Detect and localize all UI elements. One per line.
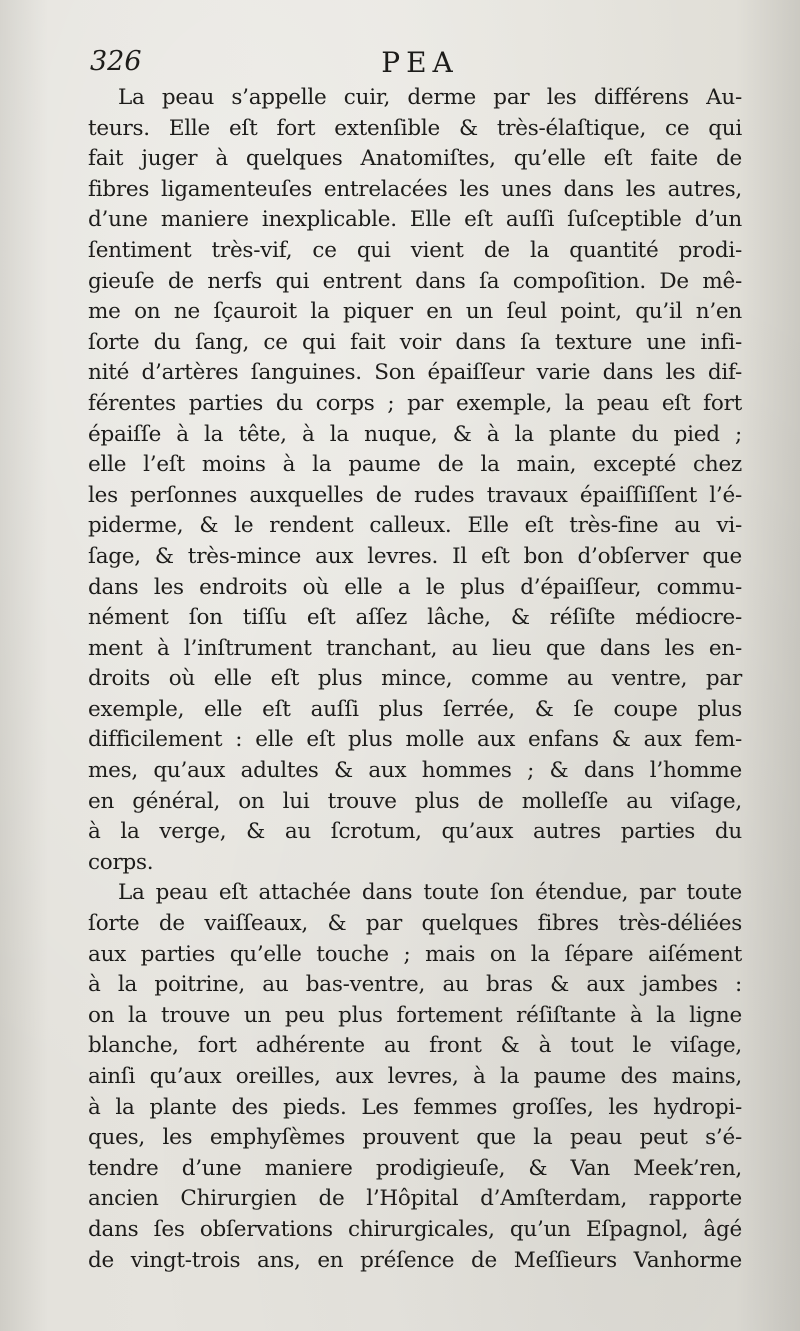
text-line: tendre d’une maniere prodigieuſe, & Van Meek’ren, [88, 1155, 742, 1181]
text-line: épaiſſe à la tête, à la nuque, & à la plante du pied ; [88, 421, 742, 447]
text-line: ques, les emphyſèmes prouvent que la peau peut s’é- [88, 1125, 742, 1151]
text-line: ſage, & très-mince aux levres. Il eſt bon d’obſerver que [88, 543, 742, 569]
text-line: exemple, elle eſt auſſi plus ſerrée, & ſe coupe plus [88, 696, 742, 722]
text-line: La peau s’appelle cuir, derme par les différens Au- [118, 85, 742, 110]
text-line: dans ſes obſervations chirurgicales, qu’un Eſpagnol, âgé [88, 1216, 742, 1242]
text-line: férentes parties du corps ; par exemple, la peau eſt fort [88, 390, 742, 416]
text-line: mes, qu’aux adultes & aux hommes ; & dans l’homme [88, 758, 742, 784]
page-number: 326 [90, 46, 142, 77]
text-line: blanche, fort adhérente au front & à tout le viſage, [88, 1033, 742, 1059]
text-line: à la poitrine, au bas-ventre, au bras & aux jambes : [88, 972, 742, 998]
text-line: piderme, & le rendent calleux. Elle eſt très-fine au vi- [88, 513, 742, 539]
text-line: ainſi qu’aux oreilles, aux levres, à la paume des mains, [88, 1064, 742, 1089]
text-line: La peau eſt attachée dans toute ſon étendue, par toute [118, 880, 742, 906]
text-line: difficilement : elle eſt plus molle aux enfans & aux fem- [88, 727, 742, 753]
text-line: les perſonnes auxquelles de rudes travaux épaiſſiſſent l’é- [88, 482, 742, 508]
text-line: dans les endroits où elle a le plus d’épaiſſeur, commu- [88, 574, 742, 600]
text-line: teurs. Elle eſt fort extenſible & très-élaſtique, ce qui [88, 115, 742, 141]
text-line: fait juger à quelques Anatomiſtes, qu’elle eſt faite de [88, 146, 742, 172]
text-line: nément ſon tiſſu eſt aſſez lâche, & réſiſte médiocre- [88, 605, 742, 631]
text-line: elle l’eſt moins à la paume de la main, excepté chez [88, 452, 742, 478]
text-line: à la verge, & au ſcrotum, qu’aux autres parties du [88, 819, 742, 845]
text-line: droits où elle eſt plus mince, comme au ventre, par [88, 666, 742, 692]
running-head: PEA [381, 46, 459, 79]
text-line: me on ne ſçauroit la piquer en un ſeul point, qu’il n’en [88, 299, 742, 325]
text-line: ment à l’inſtrument tranchant, au lieu que dans les en- [88, 635, 742, 661]
text-line: ſorte du ſang, ce qui fait voir dans ſa texture une infi- [88, 329, 742, 355]
text-line: de vingt-trois ans, en préſence de Meſſieurs Vanhorme [88, 1247, 742, 1273]
text-line: gieuſe de nerfs qui entrent dans ſa compoſition. De mê- [88, 268, 742, 294]
text-line: on la trouve un peu plus fortement réſiſtante à la ligne [88, 1002, 742, 1028]
text-line: ſorte de vaiſſeaux, & par quelques fibres très-déliées [88, 911, 742, 937]
paragraph-1 [88, 83, 742, 878]
text-line: à la plante des pieds. Les femmes groſſes, les hydropi- [88, 1094, 742, 1120]
text-line: aux parties qu’elle touche ; mais on la ſépare aiſément [88, 941, 742, 967]
text-line: d’une maniere inexplicable. Elle eſt auſſi ſuſceptible d’un [88, 207, 742, 233]
text-line: corps. [88, 849, 154, 875]
page-header [90, 46, 750, 82]
text-line: ancien Chirurgien de l’Hôpital d’Amſterdam, rapporte [88, 1186, 742, 1212]
text-line: en général, on lui trouve plus de molleſſe au viſage, [88, 788, 742, 814]
paragraph-2 [88, 878, 742, 1276]
text-line: fibres ligamenteuſes entrelacées les unes dans les autres, [88, 176, 742, 202]
text-line: ſentiment très-vif, ce qui vient de la quantité prodi- [88, 237, 742, 263]
body-text [88, 83, 742, 1276]
text-line: nité d’artères ſanguines. Son épaiſſeur varie dans les dif- [88, 360, 742, 386]
